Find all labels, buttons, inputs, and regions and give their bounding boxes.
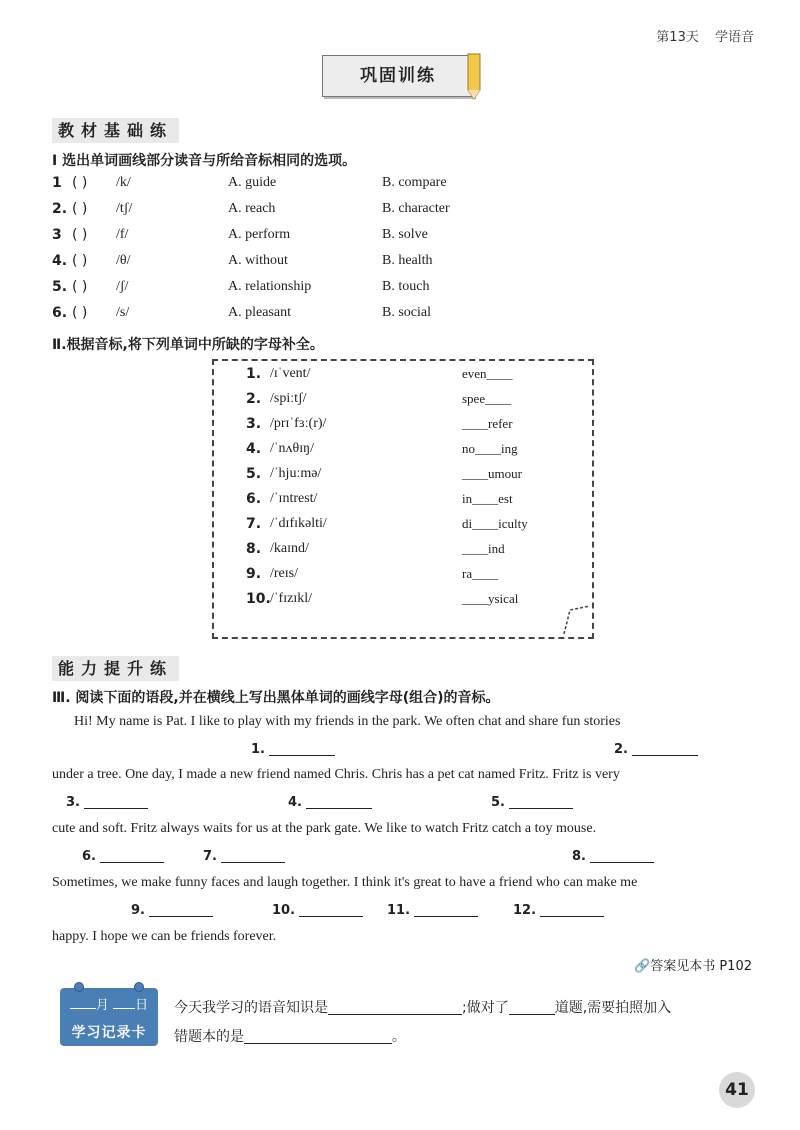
question-number: 3 bbox=[52, 227, 62, 243]
item-number: 10. bbox=[246, 591, 271, 607]
item-number: 2. bbox=[246, 391, 262, 407]
target-sound: /k/ bbox=[116, 175, 131, 190]
fill-item bbox=[246, 466, 576, 491]
fill-item bbox=[246, 366, 576, 391]
passage-line-4: Sometimes, we make funny faces and laugh together. I think it's great to have a friend who can make me bbox=[52, 875, 638, 890]
record-text: 道题,需要拍照加入 bbox=[554, 1000, 672, 1016]
question-row bbox=[52, 253, 572, 279]
question-row bbox=[52, 175, 572, 201]
day-label: 日 bbox=[135, 998, 149, 1013]
question-row bbox=[52, 279, 572, 305]
option-b: B. social bbox=[382, 305, 431, 320]
month-label: 月 bbox=[95, 998, 109, 1013]
answer-blank-1[interactable]: 1. bbox=[251, 741, 335, 757]
item-number: 4. bbox=[246, 441, 262, 457]
page-number: 41 bbox=[719, 1072, 755, 1108]
passage-line-3: cute and soft. Fritz always waits for us at the park gate. We like to watch Fritz catch a toy mouse. bbox=[52, 821, 597, 836]
option-b: B. health bbox=[382, 253, 433, 268]
fill-item bbox=[246, 541, 576, 566]
question-number: 2. bbox=[52, 201, 68, 217]
answer-blank-7[interactable]: 7. bbox=[203, 848, 285, 864]
phonetic: /reɪs/ bbox=[270, 566, 298, 581]
question-number: 6. bbox=[52, 305, 68, 321]
incomplete-word[interactable]: ra____ bbox=[462, 566, 499, 581]
fill-item bbox=[246, 441, 576, 466]
item-number: 1. bbox=[246, 366, 262, 382]
header-topic: 学语音 bbox=[714, 30, 754, 45]
phonetic: /ˈɪntrest/ bbox=[270, 491, 318, 506]
phonetic: /ˈhjuːmə/ bbox=[270, 466, 322, 481]
target-sound: /ʃ/ bbox=[116, 279, 129, 294]
option-b: B. character bbox=[382, 201, 450, 216]
pencil-icon bbox=[466, 52, 482, 100]
mistakes-blank[interactable] bbox=[244, 1029, 392, 1044]
part3-instruction: Ⅲ. 阅读下面的语段,并在横线上写出黑体单词的画线字母(组合)的音标。 bbox=[52, 690, 500, 706]
item-number: 6. bbox=[246, 491, 262, 507]
passage-line-2: under a tree. One day, I made a new friend named Chris. Chris has a pet cat named Fritz. Fritz is very bbox=[52, 767, 620, 782]
answer-paren[interactable]: ( ) bbox=[72, 253, 88, 269]
incomplete-word[interactable]: ____refer bbox=[462, 416, 513, 431]
item-number: 5. bbox=[246, 466, 262, 482]
date-fields[interactable] bbox=[60, 994, 158, 1013]
phonetic: /ˈnʌθɪŋ/ bbox=[270, 441, 314, 456]
fill-item bbox=[246, 491, 576, 516]
answer-blank-4[interactable]: 4. bbox=[288, 794, 372, 810]
answer-paren[interactable]: ( ) bbox=[72, 201, 88, 217]
answer-blank-9[interactable]: 9. bbox=[131, 902, 213, 918]
answer-reference bbox=[634, 955, 752, 974]
option-a: A. reach bbox=[228, 201, 276, 216]
answer-blank-8[interactable]: 8. bbox=[572, 848, 654, 864]
card-label: 学习记录卡 bbox=[71, 1025, 147, 1041]
record-text: ;做对了 bbox=[462, 1000, 509, 1016]
record-text: 。 bbox=[392, 1029, 406, 1045]
part1-questions bbox=[52, 175, 572, 331]
part1-instruction: Ⅰ 选出单词画线部分读音与所给音标相同的选项。 bbox=[52, 153, 357, 169]
incomplete-word[interactable]: ____umour bbox=[462, 466, 522, 481]
answer-blank-12[interactable]: 12. bbox=[513, 902, 604, 918]
incomplete-word[interactable]: ____ysical bbox=[462, 591, 519, 606]
answer-blank-11[interactable]: 11. bbox=[387, 902, 478, 918]
pin-icon bbox=[74, 982, 84, 992]
phonetic: /ɪˈvent/ bbox=[270, 366, 311, 381]
item-number: 7. bbox=[246, 516, 262, 532]
answer-blank-2[interactable]: 2. bbox=[614, 741, 698, 757]
option-b: B. touch bbox=[382, 279, 430, 294]
answer-reference-text: 答案见本书 P102 bbox=[650, 959, 752, 974]
target-sound: /s/ bbox=[116, 305, 130, 320]
section-heading-basic: 教材基础练 bbox=[52, 118, 179, 143]
incomplete-word[interactable]: no____ing bbox=[462, 441, 518, 456]
incomplete-word[interactable]: spee____ bbox=[462, 391, 512, 406]
answer-blank-5[interactable]: 5. bbox=[491, 794, 573, 810]
answer-paren[interactable]: ( ) bbox=[72, 279, 88, 295]
section-heading-advanced: 能力提升练 bbox=[52, 656, 179, 681]
item-number: 9. bbox=[246, 566, 262, 582]
question-row bbox=[52, 227, 572, 253]
answer-paren[interactable]: ( ) bbox=[72, 227, 88, 243]
incomplete-word[interactable]: even____ bbox=[462, 366, 513, 381]
question-number: 1 bbox=[52, 175, 62, 191]
record-line-1 bbox=[174, 997, 671, 1017]
target-sound: /tʃ/ bbox=[116, 201, 133, 216]
answer-paren[interactable]: ( ) bbox=[72, 305, 88, 321]
phonetic: /spiːtʃ/ bbox=[270, 391, 307, 406]
part2-items bbox=[246, 366, 576, 616]
phonetic: /ˈdɪfɪkəlti/ bbox=[270, 516, 327, 531]
option-a: A. pleasant bbox=[228, 305, 291, 320]
option-a: A. guide bbox=[228, 175, 277, 190]
pin-icon bbox=[134, 982, 144, 992]
answer-blank-3[interactable]: 3. bbox=[66, 794, 148, 810]
incomplete-word[interactable]: ____ind bbox=[462, 541, 505, 556]
passage-line-5: happy. I hope we can be friends forever. bbox=[52, 929, 277, 944]
record-text: 今天我学习的语音知识是 bbox=[174, 1000, 328, 1016]
fill-item bbox=[246, 416, 576, 441]
passage-line-1: Hi! My name is Pat. I like to play with my friends in the park. We often chat and share fun stories bbox=[74, 714, 621, 729]
correct-count-blank[interactable] bbox=[509, 1000, 555, 1015]
record-text: 错题本的是 bbox=[174, 1029, 244, 1045]
answer-blank-6[interactable]: 6. bbox=[82, 848, 164, 864]
knowledge-blank[interactable] bbox=[328, 1000, 462, 1015]
option-a: A. relationship bbox=[228, 279, 312, 294]
phonetic: /ˈfɪzɪkl/ bbox=[270, 591, 312, 606]
fill-item bbox=[246, 566, 576, 591]
item-number: 3. bbox=[246, 416, 262, 432]
incomplete-word[interactable]: di____iculty bbox=[462, 516, 528, 531]
fill-item bbox=[246, 516, 576, 541]
question-row bbox=[52, 201, 572, 227]
running-header bbox=[656, 26, 754, 45]
fill-item bbox=[246, 391, 576, 416]
question-number: 5. bbox=[52, 279, 68, 295]
target-sound: /f/ bbox=[116, 227, 129, 242]
phonetic: /kaɪnd/ bbox=[270, 541, 309, 556]
option-a: A. without bbox=[228, 253, 288, 268]
option-a: A. perform bbox=[228, 227, 291, 242]
phonetic: /prɪˈfɜː(r)/ bbox=[270, 416, 327, 431]
fill-item bbox=[246, 591, 576, 616]
study-record-card bbox=[60, 988, 158, 1046]
target-sound: /θ/ bbox=[116, 253, 131, 268]
header-day: 第13天 bbox=[656, 30, 699, 45]
record-line-2 bbox=[174, 1026, 406, 1046]
question-row bbox=[52, 305, 572, 331]
question-number: 4. bbox=[52, 253, 68, 269]
page-title: 巩固训练 bbox=[322, 55, 474, 97]
link-icon: 🔗 bbox=[634, 959, 651, 974]
option-b: B. compare bbox=[382, 175, 447, 190]
incomplete-word[interactable]: in____est bbox=[462, 491, 513, 506]
answer-paren[interactable]: ( ) bbox=[72, 175, 88, 191]
answer-blank-10[interactable]: 10. bbox=[272, 902, 363, 918]
item-number: 8. bbox=[246, 541, 262, 557]
option-b: B. solve bbox=[382, 227, 428, 242]
part2-instruction: Ⅱ.根据音标,将下列单词中所缺的字母补全。 bbox=[52, 337, 324, 353]
